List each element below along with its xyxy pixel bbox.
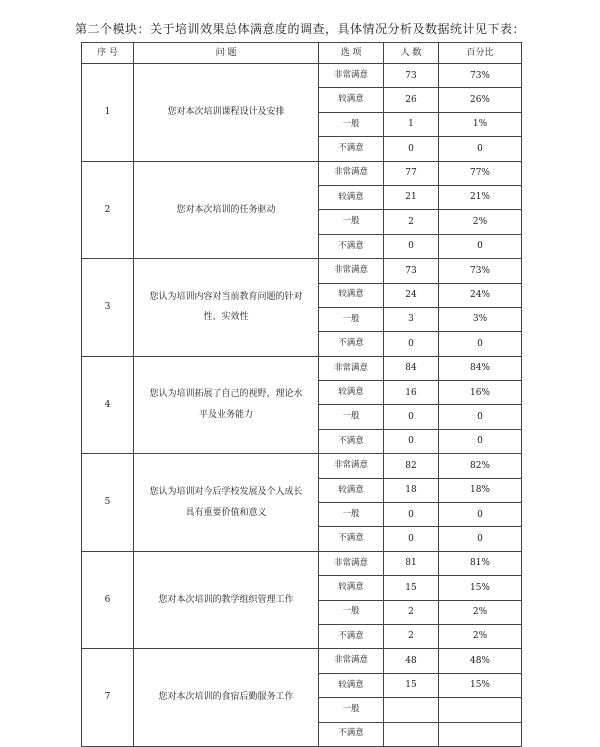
option-cell: 不满意	[319, 624, 384, 648]
option-cell: 较满意	[319, 673, 384, 697]
count-cell: 15	[384, 576, 439, 600]
count-cell: 48	[384, 649, 439, 673]
percent-cell: 3%	[439, 307, 522, 331]
question-number: 1	[82, 64, 134, 162]
option-cell: 一般	[319, 698, 384, 722]
option-cell: 一般	[319, 112, 384, 136]
option-cell: 非常满意	[319, 551, 384, 575]
option-cell: 较满意	[319, 381, 384, 405]
question-number: 3	[82, 259, 134, 357]
count-cell: 2	[384, 624, 439, 648]
question-number: 6	[82, 551, 134, 649]
table-row	[82, 649, 522, 673]
count-cell: 84	[384, 356, 439, 380]
count-cell: 0	[384, 405, 439, 429]
count-cell: 26	[384, 88, 439, 112]
count-cell: 0	[384, 332, 439, 356]
option-cell: 较满意	[319, 185, 384, 209]
count-cell: 2	[384, 210, 439, 234]
header-no: 序 号	[82, 43, 134, 64]
option-cell: 不满意	[319, 137, 384, 161]
question-number: 4	[82, 356, 134, 454]
question-number: 5	[82, 454, 134, 552]
option-cell: 一般	[319, 307, 384, 331]
option-cell: 一般	[319, 503, 384, 527]
option-cell: 非常满意	[319, 649, 384, 673]
percent-cell: 84%	[439, 356, 522, 380]
count-cell: 82	[384, 454, 439, 478]
question-text: 您对本次培训课程设计及安排	[134, 64, 319, 162]
option-cell: 非常满意	[319, 356, 384, 380]
header-question: 问 题	[134, 43, 319, 64]
count-cell: 15	[384, 673, 439, 697]
percent-cell: 0	[439, 405, 522, 429]
table-row	[82, 259, 522, 283]
percent-cell: 21%	[439, 185, 522, 209]
option-cell: 一般	[319, 600, 384, 624]
count-cell: 73	[384, 64, 439, 88]
count-cell: 2	[384, 600, 439, 624]
count-cell: 0	[384, 503, 439, 527]
page-title: 第二个模块：关于培训效果总体满意度的调查，具体情况分析及数据统计见下表：	[74, 22, 525, 36]
percent-cell: 48%	[439, 649, 522, 673]
option-cell: 较满意	[319, 88, 384, 112]
option-cell: 不满意	[319, 722, 384, 746]
percent-cell: 0	[439, 429, 522, 453]
percent-cell	[439, 698, 522, 722]
survey-table	[81, 42, 522, 747]
percent-cell: 73%	[439, 64, 522, 88]
table-row	[82, 551, 522, 575]
question-number: 2	[82, 161, 134, 259]
question-text: 您对本次培训的任务驱动	[134, 161, 319, 259]
option-cell: 较满意	[319, 478, 384, 502]
option-cell: 不满意	[319, 429, 384, 453]
percent-cell: 16%	[439, 381, 522, 405]
option-cell: 非常满意	[319, 161, 384, 185]
table-row	[82, 356, 522, 380]
question-text: 您认为培训拓展了自己的视野，理论水平及业务能力	[134, 356, 319, 454]
percent-cell: 0	[439, 137, 522, 161]
percent-cell: 0	[439, 503, 522, 527]
count-cell	[384, 698, 439, 722]
percent-cell: 2%	[439, 600, 522, 624]
count-cell: 0	[384, 429, 439, 453]
table-body	[82, 64, 522, 747]
percent-cell: 0	[439, 527, 522, 551]
percent-cell: 1%	[439, 112, 522, 136]
percent-cell: 2%	[439, 210, 522, 234]
count-cell: 81	[384, 551, 439, 575]
percent-cell	[439, 722, 522, 746]
header-option: 选 项	[319, 43, 384, 64]
header-count: 人 数	[384, 43, 439, 64]
table-row	[82, 64, 522, 88]
option-cell: 非常满意	[319, 259, 384, 283]
count-cell: 24	[384, 283, 439, 307]
option-cell: 不满意	[319, 332, 384, 356]
count-cell: 3	[384, 307, 439, 331]
option-cell: 较满意	[319, 576, 384, 600]
count-cell: 0	[384, 234, 439, 258]
percent-cell: 82%	[439, 454, 522, 478]
count-cell: 77	[384, 161, 439, 185]
header-percent: 百分比	[439, 43, 522, 64]
percent-cell: 2%	[439, 624, 522, 648]
table-row	[82, 454, 522, 478]
percent-cell: 0	[439, 234, 522, 258]
table-header-row	[82, 43, 522, 64]
option-cell: 不满意	[319, 234, 384, 258]
question-text: 您认为培训对今后学校发展及个人成长具有重要价值和意义	[134, 454, 319, 552]
count-cell	[384, 722, 439, 746]
option-cell: 较满意	[319, 283, 384, 307]
count-cell: 21	[384, 185, 439, 209]
option-cell: 一般	[319, 405, 384, 429]
question-text: 您对本次培训的教学组织管理工作	[134, 551, 319, 649]
percent-cell: 15%	[439, 673, 522, 697]
table-row	[82, 161, 522, 185]
percent-cell: 81%	[439, 551, 522, 575]
count-cell: 0	[384, 527, 439, 551]
option-cell: 非常满意	[319, 454, 384, 478]
count-cell: 18	[384, 478, 439, 502]
count-cell: 73	[384, 259, 439, 283]
option-cell: 非常满意	[319, 64, 384, 88]
percent-cell: 73%	[439, 259, 522, 283]
count-cell: 0	[384, 137, 439, 161]
percent-cell: 24%	[439, 283, 522, 307]
percent-cell: 26%	[439, 88, 522, 112]
percent-cell: 15%	[439, 576, 522, 600]
question-text: 您对本次培训的食宿后勤服务工作	[134, 649, 319, 747]
question-number: 7	[82, 649, 134, 747]
count-cell: 16	[384, 381, 439, 405]
percent-cell: 77%	[439, 161, 522, 185]
option-cell: 一般	[319, 210, 384, 234]
percent-cell: 0	[439, 332, 522, 356]
question-text: 您认为培训内容对当前教育问题的针对性、实效性	[134, 259, 319, 357]
percent-cell: 18%	[439, 478, 522, 502]
option-cell: 不满意	[319, 527, 384, 551]
count-cell: 1	[384, 112, 439, 136]
